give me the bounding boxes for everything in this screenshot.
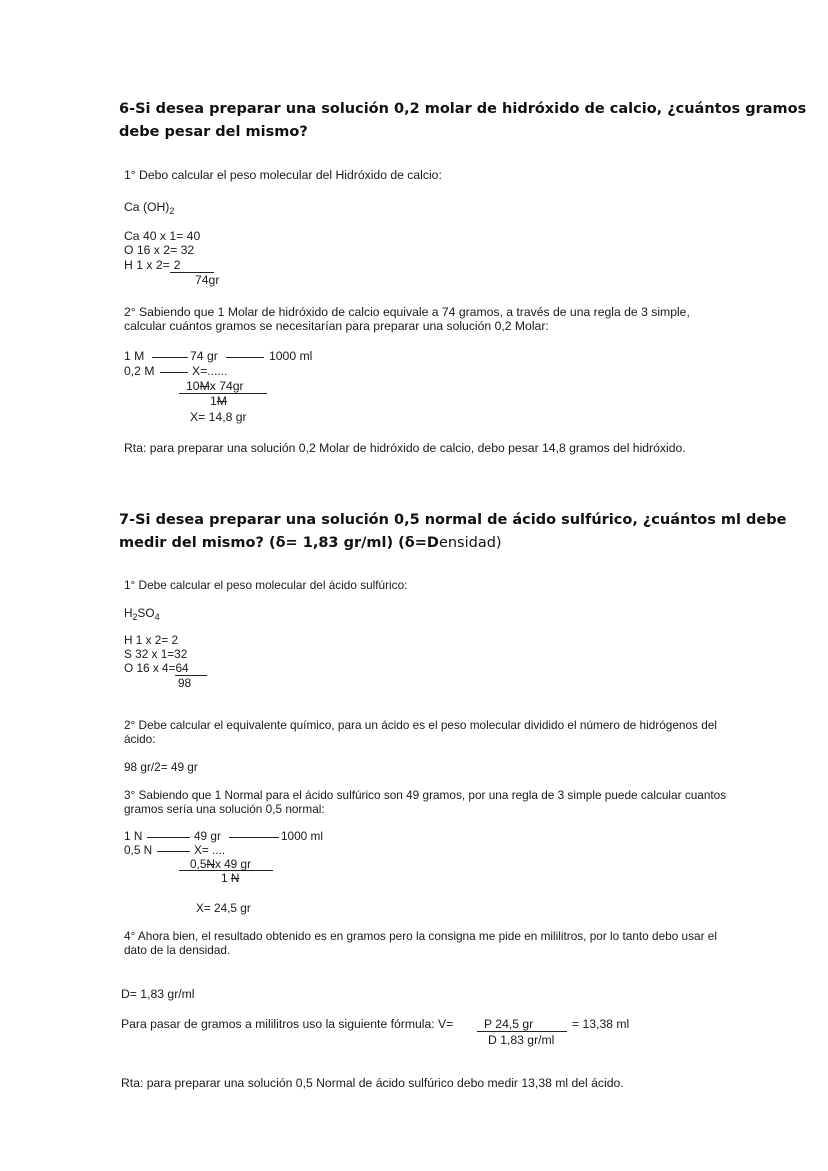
q7-s-line: S 32 x 1=32 — [124, 647, 188, 661]
q7-calc-num-b: x 49 gr — [214, 857, 252, 871]
q7-result: X= 24,5 gr — [196, 901, 251, 915]
q7-density: D= 1,83 gr/ml — [121, 987, 195, 1001]
q6-rule-dash-1 — [152, 357, 188, 358]
q7-formula-h: H — [124, 606, 133, 620]
q7-formula-denominator: D 1,83 gr/ml — [488, 1033, 555, 1047]
q7-step2-line1: 2° Debe calcular el equivalente químico, para un ácido es el peso molecular dividido el número de hidrógenos del — [124, 718, 717, 732]
q7-step3-line2: gramos sería una solución 0,5 normal: — [124, 802, 325, 816]
q7-calc-den-strike: N — [230, 871, 240, 885]
q6-o-line: O 16 x 2= 32 — [124, 243, 195, 257]
q7-o-line — [124, 661, 207, 676]
q7-rule-1n: 1 N — [124, 829, 143, 843]
q7-formula-fraction-bar — [477, 1031, 567, 1032]
q7-calc-den-a: 1 — [221, 871, 228, 885]
q7-calc-denominator — [221, 871, 239, 885]
q7-step3-line1: 3° Sabiendo que 1 Normal para el ácido sulfúrico son 49 gramos, por una regla de 3 simple puede calcular cuantos — [124, 788, 727, 802]
q6-formula-main: Ca (OH) — [124, 200, 170, 214]
q6-calc-num-strike: M — [199, 379, 210, 393]
q7-rule-05n: 0,5 N — [124, 843, 153, 857]
q6-rule-74gr: 74 gr — [190, 349, 218, 363]
q7-answer: Rta: para preparar una solución 0,5 Normal de ácido sulfúrico debo medir 13,38 ml del ácido. — [121, 1076, 624, 1090]
q6-ca-line: Ca 40 x 1= 40 — [124, 229, 201, 243]
q6-step1: 1° Debo calcular el peso molecular del Hidróxido de calcio: — [124, 168, 442, 182]
q6-calc-num-a: 10 — [186, 379, 200, 393]
q7-rule-49gr: 49 gr — [194, 829, 221, 843]
q7-rule-dash-2 — [229, 837, 279, 838]
q7-formula-h-sub: 2 — [132, 612, 138, 622]
q7-title-line2-main: medir del mismo? (δ= 1,83 gr/ml) (δ=D — [119, 535, 439, 551]
q7-h-line: H 1 x 2= 2 — [124, 633, 179, 647]
q7-formula-numerator: P 24,5 gr — [484, 1017, 534, 1031]
q6-calc-den-a: 1 — [210, 394, 217, 408]
q7-step4-line2: dato de la densidad. — [124, 943, 231, 957]
q7-formula — [124, 606, 160, 620]
q6-calc-denominator — [210, 394, 227, 408]
q6-answer: Rta: para preparar una solución 0,2 Molar de hidróxido de calcio, debo pesar 14,8 gramos del hidróxido. — [124, 441, 686, 455]
q6-rule-dash-2 — [226, 357, 264, 358]
q7-formula-so-sub: 4 — [154, 612, 160, 622]
q7-formula-text: Para pasar de gramos a mililitros uso la siguiente fórmula: V= — [121, 1017, 454, 1031]
q7-calc-num-strike: N — [206, 857, 215, 871]
q7-step2-line2: ácido: — [124, 732, 156, 746]
q7-equivalent: 98 gr/2= 49 gr — [124, 760, 198, 774]
q7-step1: 1° Debe calcular el peso molecular del ácido sulfúrico: — [124, 578, 408, 592]
q6-calc-num-b: x 74gr — [209, 379, 244, 393]
q7-rule-dash-1 — [147, 837, 190, 838]
q6-total: 74gr — [195, 273, 220, 287]
question-6-title-line1: 6-Si desea preparar una solución 0,2 molar de hidróxido de calcio, ¿cuántos gramos — [119, 101, 807, 117]
q6-h-line-value: 2 — [170, 258, 214, 273]
q7-formula-result: = 13,38 ml — [572, 1017, 630, 1031]
q7-rule-dash-3 — [157, 851, 190, 852]
q6-h-line — [124, 258, 214, 273]
question-7-title-line2 — [119, 532, 502, 554]
q6-rule-x: X=...... — [192, 364, 228, 378]
q6-step2-line2: calcular cuántos gramos se necesitarían para preparar una solución 0,2 Molar: — [124, 319, 549, 333]
question-7-title-line1: 7-Si desea preparar una solución 0,5 normal de ácido sulfúrico, ¿cuántos ml debe — [119, 512, 787, 528]
q7-calc-numerator — [190, 857, 251, 871]
q6-step2-line1: 2° Sabiendo que 1 Molar de hidróxido de calcio equivale a 74 gramos, a través de una regla de 3 simple, — [124, 305, 690, 319]
q6-formula — [124, 200, 174, 214]
q7-o-line-value: 64 — [175, 661, 207, 676]
q7-rule-x: X= .... — [194, 843, 226, 857]
q6-rule-02m: 0,2 M — [124, 364, 155, 378]
q7-formula-so: SO — [137, 606, 155, 620]
q6-rule-1000ml: 1000 ml — [269, 349, 313, 363]
q7-o-line-prefix: O 16 x 4= — [124, 661, 176, 675]
q6-rule-1m: 1 M — [124, 349, 145, 363]
q6-calc-den-strike: M — [216, 394, 227, 408]
q6-formula-sub: 2 — [169, 206, 175, 216]
q6-rule-dash-3 — [160, 372, 188, 373]
q7-total: 98 — [178, 676, 192, 690]
q7-calc-num-a: 0,5 — [190, 857, 207, 871]
q7-title-line2-tail: ensidad) — [438, 535, 502, 551]
question-6-title-line2: debe pesar del mismo? — [119, 124, 308, 140]
q6-result: X= 14,8 gr — [190, 410, 247, 424]
q7-step4-line1: 4° Ahora bien, el resultado obtenido es en gramos pero la consigna me pide en mililitros, por lo tanto debo usar el — [124, 929, 717, 943]
q6-h-line-prefix: H 1 x 2= — [124, 258, 170, 272]
q6-calc-numerator — [186, 379, 244, 393]
q7-rule-1000ml: 1000 ml — [281, 829, 323, 843]
